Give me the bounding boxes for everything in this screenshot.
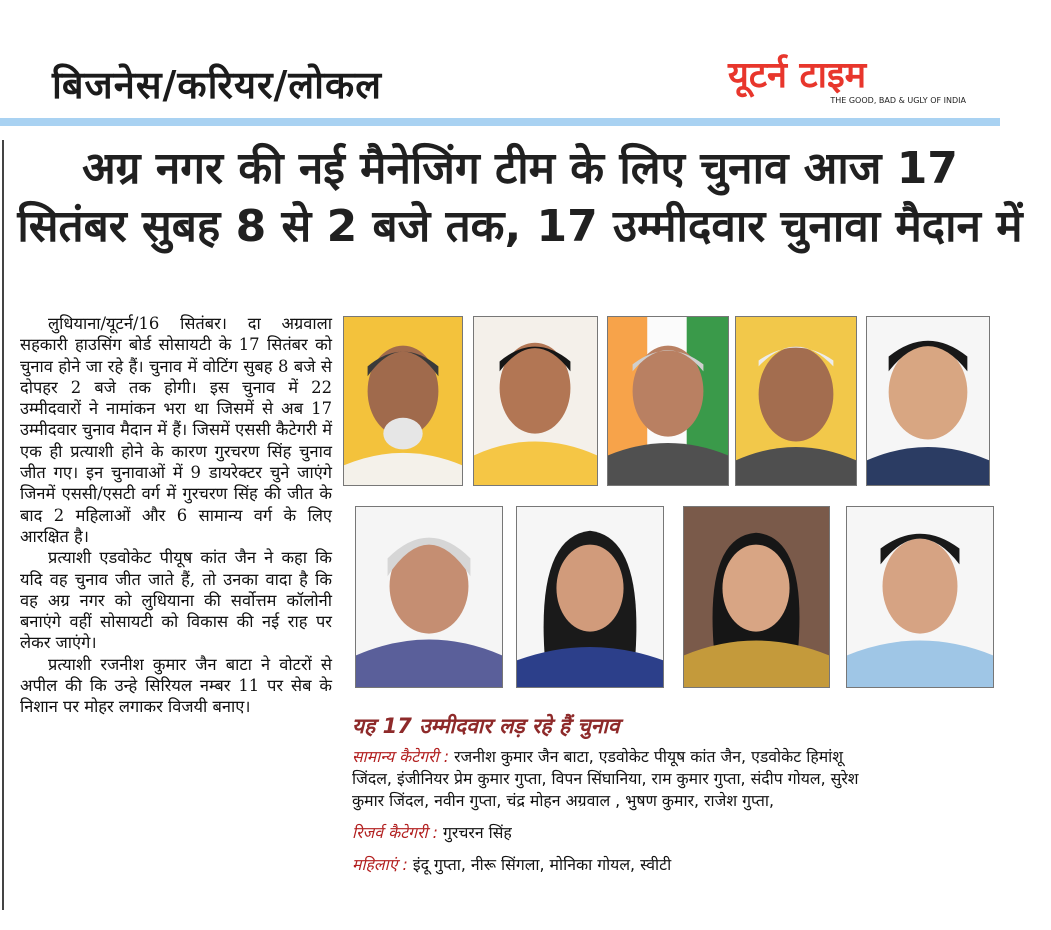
candidate-photo <box>735 316 857 486</box>
general-category-names: रजनीश कुमार जैन बाटा, एडवोकेट पीयूष कांत जैन, एडवोकेट हिमांशू <box>449 747 844 766</box>
candidate-photo <box>866 316 990 486</box>
article-paragraph: लुधियाना/यूटर्न/16 सितंबर। दा अग्रवाला सहकारी हाउसिंग बोर्ड सोसायटी के 17 सितंबर को चुनाव होने जा रहे हैं। चुनाव में वोटिंग सुबह 8 बजे से दोपहर 2 बजे तक होगी। इस चुनाव में 22 उम्मीदवारों ने नामांकन भरा था जिसमें से अब 17 उम्मीदवार चुनाव मैदान में हैं। जिसमें एससी कैटेगरी में एक ही प्रत्याशी होने के कारण गुरचरण सिंह चुनाव जीत गए। इन चुनावाओं में 9 डायरेक्टर चुने जाएंगे जिनमें एससी/एसटी वर्ग में गुरचरण सिंह की जीत के बाद 2 महिलाओं और 6 सामान्य वर्ग के लिए आरक्षित है। <box>20 314 332 546</box>
reserved-category <box>352 822 1007 844</box>
candidate-photo <box>846 506 994 688</box>
section-header <box>0 50 1000 126</box>
women-category <box>352 854 1007 876</box>
general-category-names-3: कुमार जिंदल, नवीन गुप्ता, चंद्र मोहन अग्रवाल , भुषण कुमार, राजेश गुप्ता, <box>352 791 774 810</box>
general-category-names-2: जिंदल, इंजीनियर प्रेम कुमार गुप्ता, विपन सिंघानिया, राम कुमार गुप्ता, संदीप गोयल, सुरेश <box>352 769 859 788</box>
headline <box>10 140 1030 256</box>
brand-tagline: THE GOOD, BAD & UGLY OF INDIA <box>830 96 966 105</box>
article-paragraph: प्रत्याशी रजनीश कुमार जैन बाटा ने वोटरों से अपील की कि उन्हे सिरियल नम्बर 11 पर सेब के निशान पर मोहर लगाकर विजयी बनाए। <box>20 654 332 717</box>
women-category-label: महिलाएं : <box>352 855 408 874</box>
headline-line-1: अग्र नगर की नई मैनेजिंग टीम के लिए चुनाव आज 17 <box>82 143 958 194</box>
reserved-category-label: रिजर्व कैटेगरी : <box>352 823 438 842</box>
article-body <box>20 313 332 718</box>
general-category <box>352 746 1007 768</box>
section-label: बिजनेस/करियर/लोकल <box>52 63 382 107</box>
candidate-photo <box>516 506 664 688</box>
general-category-label: सामान्य कैटेगरी : <box>352 747 450 766</box>
candidate-list-title: यह 17 उम्मीदवार लड़ रहे हैं चुनाव <box>352 714 620 738</box>
candidate-photo <box>473 316 598 486</box>
candidate-photo <box>607 316 729 486</box>
candidate-photo <box>343 316 463 486</box>
candidate-photo <box>355 506 503 688</box>
candidate-photo <box>683 506 830 688</box>
brand-name: यूटर्न टाइम <box>728 55 867 96</box>
column-rule <box>2 140 4 910</box>
brand-logo <box>728 56 978 112</box>
women-category-names: इंदू गुप्ता, नीरू सिंगला, मोनिका गोयल, स्वीटी <box>407 855 672 874</box>
headline-line-2: सितंबर सुबह 8 से 2 बजे तक, 17 उम्मीदवार चुनावा मैदान में <box>17 201 1023 252</box>
candidate-list <box>352 712 1007 917</box>
reserved-category-names: गुरचरन सिंह <box>437 823 512 842</box>
article-paragraph: प्रत्याशी एडवोकेट पीयूष कांत जैन ने कहा कि यदि वह चुनाव जीत जाते हैं, तो उनका वादा है कि वह अग्र नगर को लुधियाना की सर्वोत्तम कॉलोनी बनाएंगे वहीं सोसायटी को विकास की नई राह पर लेकर जाएंगे। <box>20 548 332 653</box>
